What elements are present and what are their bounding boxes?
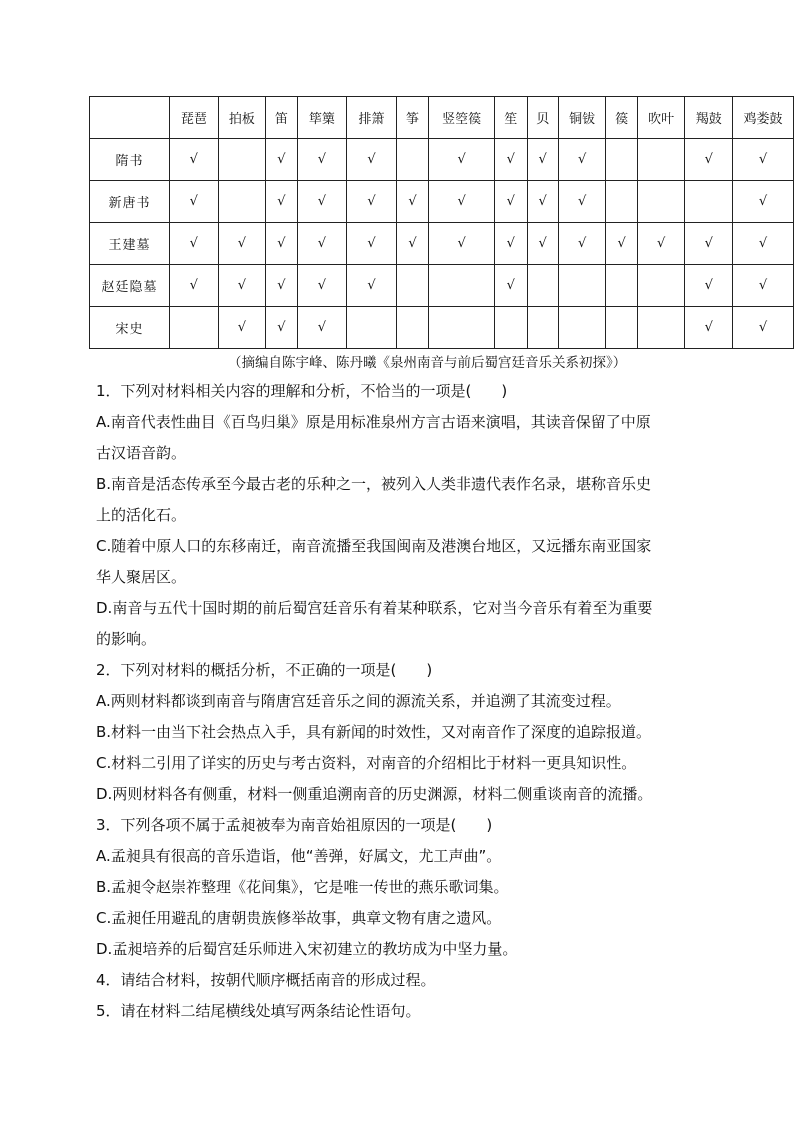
column-header: 排箫 [347, 97, 397, 139]
table-row [90, 265, 794, 307]
table-cell [495, 265, 527, 307]
column-header: 笛 [266, 97, 297, 139]
check-mark: √ [237, 278, 247, 293]
question-line: A.南音代表性曲目《百鸟归巢》原是用标准泉州方言古语来演唱，其读音保留了中原 [96, 413, 651, 431]
table-row [90, 181, 794, 223]
table-cell [495, 223, 527, 265]
check-mark: √ [506, 194, 515, 209]
instrument-table [89, 96, 794, 349]
table-cell [733, 307, 794, 349]
question-line: A.孟昶具有很高的音乐造诣，他“善弹，好属文，尤工声曲”。 [96, 847, 502, 865]
table-cell [170, 265, 219, 307]
question-line: 的影响。 [96, 630, 157, 648]
check-mark: √ [317, 278, 327, 293]
check-mark: √ [578, 236, 587, 251]
source-citation: （摘编自陈宇峰、陈丹曦《泉州南音与前后蜀宫廷音乐关系初探》） [228, 355, 627, 371]
table-cell [685, 265, 733, 307]
table-cell [347, 265, 397, 307]
check-mark: √ [317, 236, 327, 251]
table-cell [396, 139, 428, 181]
table-cell [429, 223, 495, 265]
check-mark: √ [317, 152, 327, 167]
question-list [96, 376, 716, 1027]
table-cell [429, 139, 495, 181]
check-mark: √ [538, 194, 547, 209]
table-cell [297, 139, 347, 181]
column-header: 琵琶 [170, 97, 219, 139]
question-line: C.孟昶任用避乱的唐朝贵族修举故事，典章文物有唐之遗风。 [96, 909, 502, 927]
table-cell [606, 223, 637, 265]
question-line: B.孟昶令赵崇祚整理《花间集》，它是唯一传世的燕乐歌词集。 [96, 878, 509, 896]
check-mark: √ [317, 194, 327, 209]
check-mark: √ [758, 152, 768, 167]
question-line: 上的活化石。 [96, 506, 187, 524]
table-cell [495, 181, 527, 223]
column-header: 拍板 [218, 97, 266, 139]
question-line: D.孟昶培养的后蜀宫廷乐师进入宋初建立的教坊成为中坚力量。 [96, 940, 518, 958]
row-label: 新唐书 [90, 181, 170, 223]
check-mark: √ [506, 278, 515, 293]
table-cell [429, 265, 495, 307]
table-cell [495, 307, 527, 349]
check-mark: √ [617, 236, 626, 251]
check-mark: √ [704, 152, 713, 167]
check-mark: √ [367, 152, 376, 167]
table-cell [685, 223, 733, 265]
table-row [90, 307, 794, 349]
check-mark: √ [538, 152, 547, 167]
check-mark: √ [538, 236, 547, 251]
table-cell [297, 181, 347, 223]
check-mark: √ [277, 152, 286, 167]
table-cell [637, 181, 685, 223]
table-cell [527, 181, 558, 223]
check-mark: √ [277, 278, 286, 293]
table-cell [733, 223, 794, 265]
check-mark: √ [189, 278, 198, 293]
table-cell [637, 223, 685, 265]
row-label: 赵廷隐墓 [90, 265, 170, 307]
check-mark: √ [317, 320, 327, 335]
check-mark: √ [237, 236, 247, 251]
table-cell [527, 265, 558, 307]
table-cell [347, 181, 397, 223]
table-cell [495, 139, 527, 181]
question-line: 5．请在材料二结尾横线处填写两条结论性语句。 [96, 1002, 421, 1020]
table-cell [733, 139, 794, 181]
table-cell [606, 139, 637, 181]
table-cell [297, 223, 347, 265]
check-mark: √ [189, 236, 198, 251]
check-mark: √ [758, 194, 768, 209]
check-mark: √ [277, 194, 286, 209]
table-cell [685, 181, 733, 223]
question-line: C.随着中原人口的东移南迁，南音流播至我国闽南及港澳台地区，又远播东南亚国家 [96, 537, 652, 555]
table-corner-cell [90, 97, 170, 139]
table-cell [218, 181, 266, 223]
column-header: 筝 [396, 97, 428, 139]
table-cell [266, 223, 297, 265]
row-label: 隋书 [90, 139, 170, 181]
question-line: C.材料二引用了详实的历史与考古资料，对南音的介绍相比于材料一更具知识性。 [96, 754, 637, 772]
question-line: 2．下列对材料的概括分析，不正确的一项是( ) [96, 661, 433, 679]
table-cell [558, 307, 606, 349]
check-mark: √ [758, 278, 768, 293]
table-cell [266, 307, 297, 349]
question-line: 华人聚居区。 [96, 568, 187, 586]
row-label: 宋史 [90, 307, 170, 349]
check-mark: √ [704, 278, 713, 293]
check-mark: √ [367, 194, 376, 209]
check-mark: √ [506, 236, 515, 251]
check-mark: √ [367, 278, 376, 293]
table-cell [606, 307, 637, 349]
table-cell [347, 307, 397, 349]
table-cell [637, 307, 685, 349]
table-cell [606, 181, 637, 223]
question-line: D.两则材料各有侧重，材料一侧重追溯南音的历史渊源，材料二侧重谈南音的流播。 [96, 785, 653, 803]
question-line: 1．下列对材料相关内容的理解和分析，不恰当的一项是( ) [96, 382, 508, 400]
table-cell [218, 265, 266, 307]
question-line: A.两则材料都谈到南音与隋唐宫廷音乐之间的源流关系，并追溯了其流变过程。 [96, 692, 621, 710]
column-header: 鸡娄鼓 [733, 97, 794, 139]
check-mark: √ [189, 194, 198, 209]
table-row [90, 139, 794, 181]
question-line: 古汉语音韵。 [96, 444, 187, 462]
check-mark: √ [657, 236, 666, 251]
table-cell [429, 181, 495, 223]
column-header: 筚篥 [297, 97, 347, 139]
row-label: 王建墓 [90, 223, 170, 265]
check-mark: √ [578, 152, 587, 167]
table-cell [396, 265, 428, 307]
check-mark: √ [704, 320, 713, 335]
check-mark: √ [457, 194, 466, 209]
column-header: 吹叶 [637, 97, 685, 139]
table-cell [558, 265, 606, 307]
table-cell [733, 181, 794, 223]
check-mark: √ [457, 236, 466, 251]
table-cell [170, 181, 219, 223]
table-cell [170, 139, 219, 181]
table-cell [637, 139, 685, 181]
table-cell [527, 139, 558, 181]
column-header: 铜钹 [558, 97, 606, 139]
check-mark: √ [578, 194, 587, 209]
table-cell [266, 265, 297, 307]
table-cell [347, 139, 397, 181]
table-cell [733, 265, 794, 307]
table-row [90, 223, 794, 265]
column-header: 竖箜篌 [429, 97, 495, 139]
table-cell [170, 307, 219, 349]
check-mark: √ [758, 320, 768, 335]
table-cell [429, 307, 495, 349]
check-mark: √ [704, 236, 713, 251]
table-cell [685, 139, 733, 181]
question-line: B.材料一由当下社会热点入手，具有新闻的时效性，又对南音作了深度的追踪报道。 [96, 723, 652, 741]
question-line: 3．下列各项不属于孟昶被奉为南音始祖原因的一项是( ) [96, 816, 493, 834]
check-mark: √ [758, 236, 768, 251]
question-line: D.南音与五代十国时期的前后蜀宫廷音乐有着某种联系，它对当今音乐有着至为重要 [96, 599, 653, 617]
check-mark: √ [506, 152, 515, 167]
table-cell [297, 307, 347, 349]
table-cell [266, 181, 297, 223]
table-cell [396, 307, 428, 349]
check-mark: √ [457, 152, 466, 167]
column-header: 篌 [606, 97, 637, 139]
table-cell [218, 139, 266, 181]
table-cell [527, 307, 558, 349]
check-mark: √ [277, 320, 286, 335]
table-cell [558, 181, 606, 223]
table-cell [347, 223, 397, 265]
table-cell [527, 223, 558, 265]
table-cell [218, 307, 266, 349]
check-mark: √ [189, 152, 198, 167]
check-mark: √ [408, 194, 417, 209]
check-mark: √ [277, 236, 286, 251]
table-cell [218, 223, 266, 265]
column-header: 笙 [495, 97, 527, 139]
column-header: 羯鼓 [685, 97, 733, 139]
check-mark: √ [408, 236, 417, 251]
check-mark: √ [367, 236, 376, 251]
table-cell [170, 223, 219, 265]
table-cell [396, 223, 428, 265]
table-cell [297, 265, 347, 307]
table-cell [396, 181, 428, 223]
table-cell [558, 223, 606, 265]
question-line: 4．请结合材料，按朝代顺序概括南音的形成过程。 [96, 971, 436, 989]
table-cell [637, 265, 685, 307]
table-cell [558, 139, 606, 181]
table-cell [606, 265, 637, 307]
table-header-row [90, 97, 794, 139]
column-header: 贝 [527, 97, 558, 139]
check-mark: √ [237, 320, 247, 335]
table-cell [685, 307, 733, 349]
question-line: B.南音是活态传承至今最古老的乐种之一，被列入人类非遗代表作名录，堪称音乐史 [96, 475, 652, 493]
table-cell [266, 139, 297, 181]
